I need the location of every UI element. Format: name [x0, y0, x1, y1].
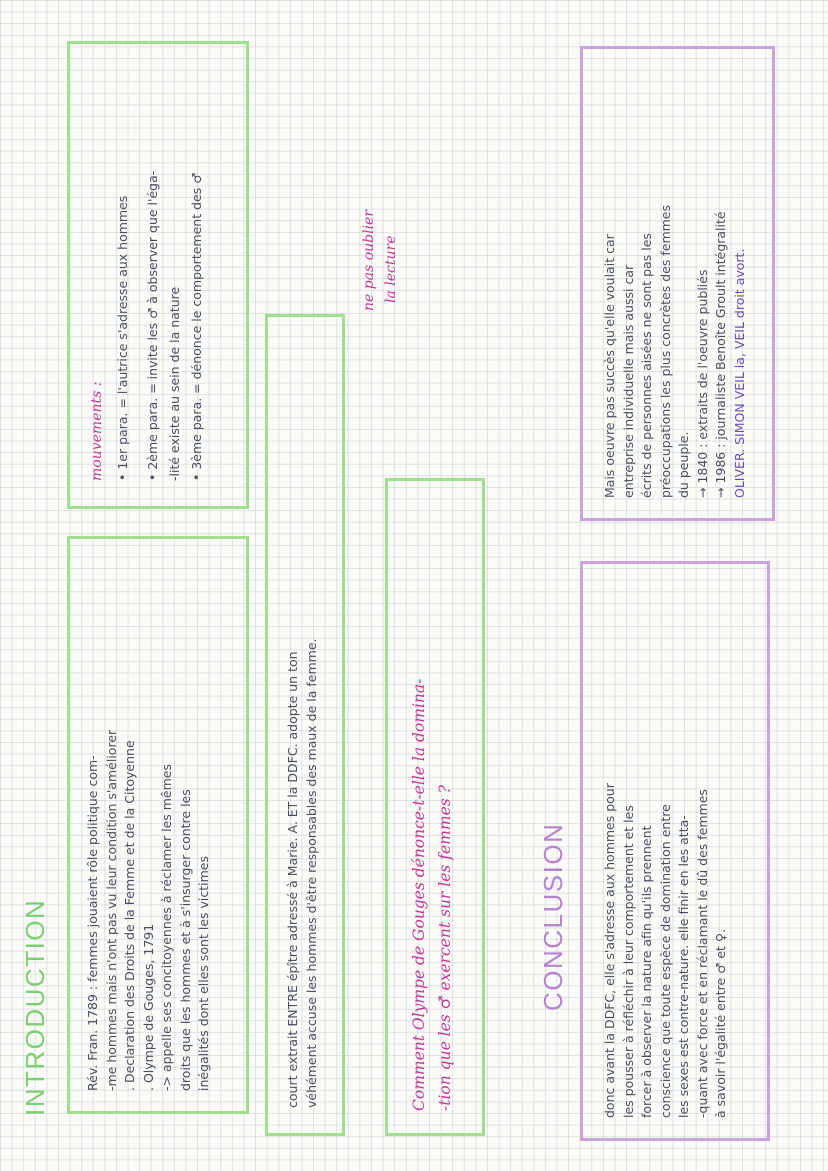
movements-box — [67, 41, 249, 509]
movements-title: mouvements : — [89, 381, 105, 481]
question-box — [385, 478, 485, 1136]
extract-box — [265, 314, 345, 1136]
extract-notes: court extrait ENTRE épître adressé à Marie. A. ET la DDFC. adopte un ton véhément accuse les hommes d'être responsables des maux de la femme. — [285, 638, 319, 1108]
reminder-note: ne pas oublier la lecture — [361, 209, 399, 311]
conclusion-heading: CONCLUSION — [538, 822, 568, 1011]
introduction-heading: INTRODUCTION — [20, 898, 50, 1116]
conclusion-opening-box — [580, 46, 775, 521]
conclusion-opening: Mais oeuvre pas succès qu'elle voulait car entreprise individuelle mais aussi car écrits de personnes aisées ne sont pas les préoccupations les plus concrètes des femmes du peuple. → 1840 : extraits de l'oeuvre publiés → 1986 : journaliste Benoîte Groult intégralité OLIVER. SIMON VEIL la, VEIL droit avort. — [602, 205, 747, 498]
conclusion-summary-box — [580, 561, 770, 1141]
question-text: Comment Olympe de Gouges dénonce-t-elle la domina- -tion que les ♂ exercent sur les femmes ? — [410, 678, 454, 1111]
conclusion-summary: donc avant la DDFC, elle s'adresse aux hommes pour les pousser à réfléchir à leur comportement et les forcer à observer la nature afin qu'ils prennent conscience que toute espèce de domination entre les sexes est contre-nature. elle finir en les atta- -quant avec force et en réclamant le dû des femmes à savoir l'égalité entre ♂ et ♀. — [602, 783, 728, 1118]
movements-notes: mouvements : • 1er para. = l'autrice s'adresse aux hommes • 2ème para. = invite les ♂ à observer que l'éga- -lité existe au sein de la nature • 3ème para. = dénonce le comportement des ♂ — [86, 171, 208, 481]
context-box — [67, 536, 249, 1114]
context-notes: Rév. Fran. 1789 : femmes jouaient rôle politique com- -me hommes mais n'ont pas vu leur condition s'améliorer . Declaration des Droits de la Femme et de la Citoyenne . Olympe de Gouges, 1791 -> appelle ses concitoyennes à réclamer les mêmes droits que les hommes et à s'insurger contre les inégalités dont elles sont les victimes — [85, 729, 211, 1091]
